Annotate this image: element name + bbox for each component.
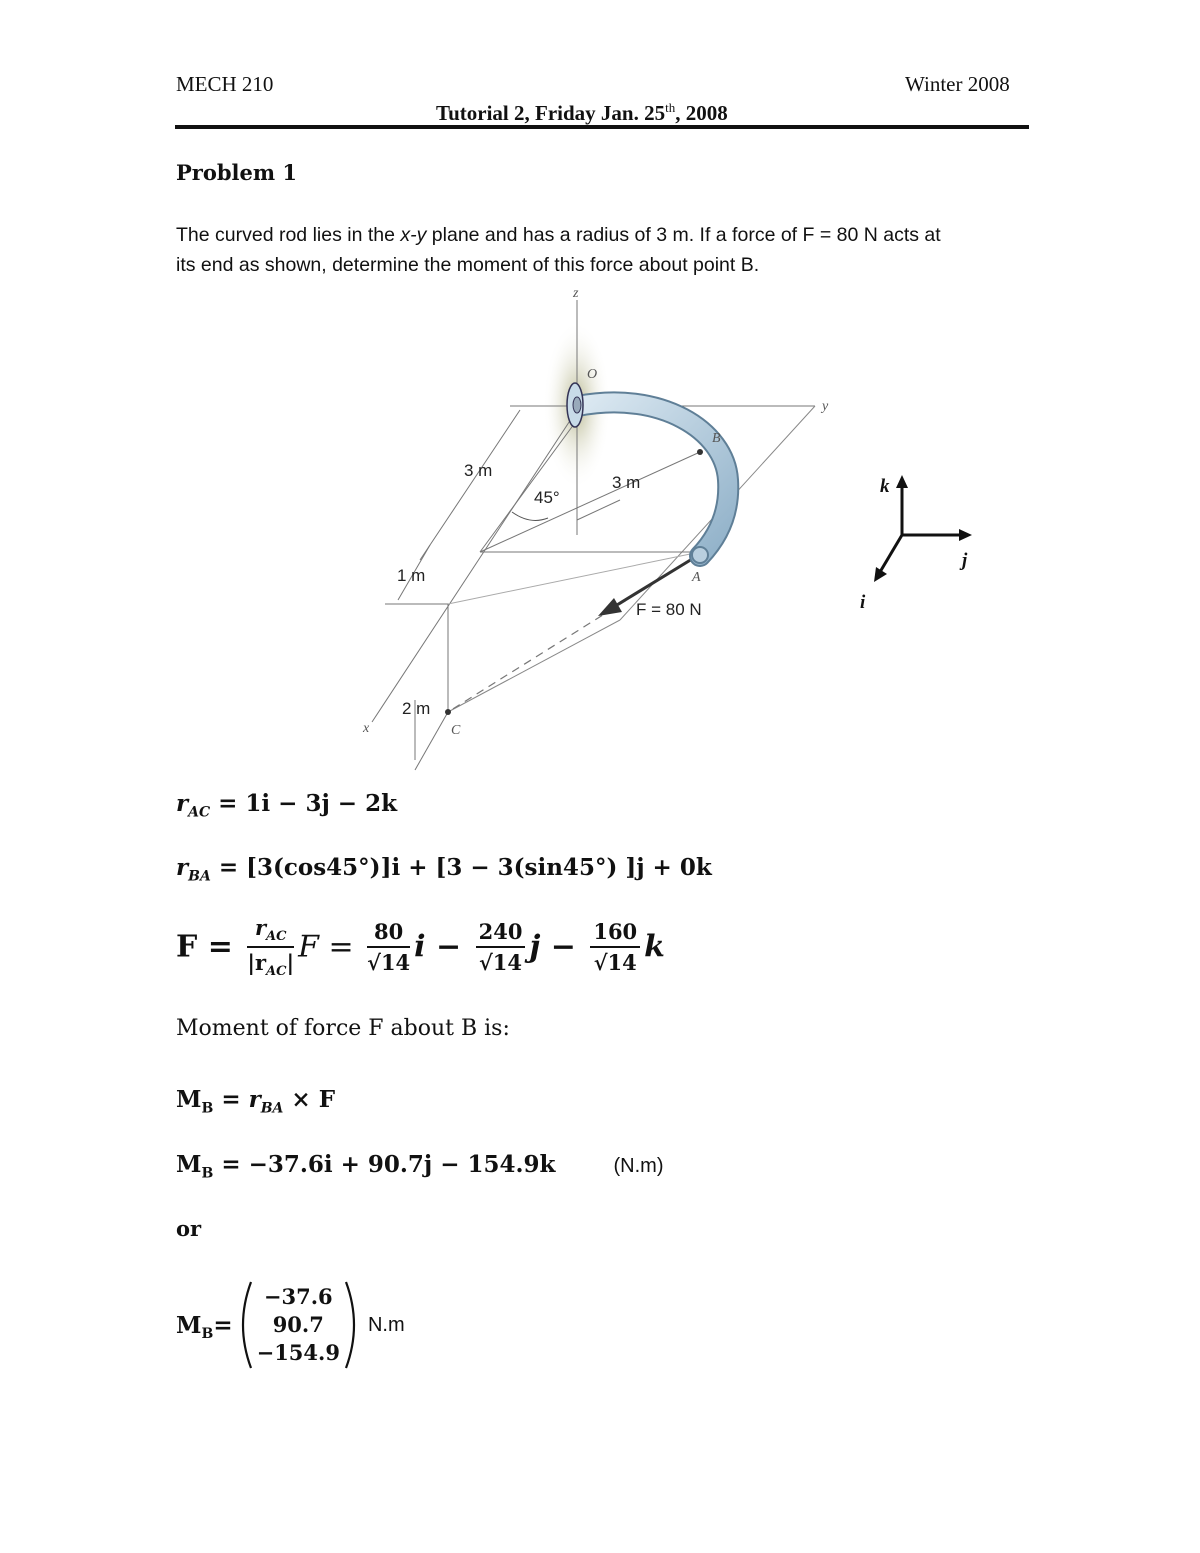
eq-force-num-sub: AC <box>266 929 287 945</box>
eq-mb1-end: × F <box>283 1086 336 1113</box>
matrix-row-3: −154.9 <box>256 1340 340 1365</box>
dim-line-c-down <box>415 712 448 770</box>
eq-force-den-bar: |r <box>247 950 267 976</box>
eq-r-ac-r: r <box>176 790 189 817</box>
dim-3m-right-label: 3 m <box>612 473 641 492</box>
eq-mb1-rhs-sub: BA <box>260 1100 284 1117</box>
moment-text: Moment of force F about B is: <box>176 1016 510 1041</box>
dim-line-left <box>420 410 520 560</box>
problem-text-a: The curved rod lies in the <box>176 224 401 246</box>
eq-mb-def <box>176 1086 335 1117</box>
eq-mb-result <box>176 1151 664 1182</box>
eq-mb2-unit: (N.m) <box>613 1155 664 1177</box>
term-label: Winter 2008 <box>905 72 1010 96</box>
eq-force-lhs: F = <box>176 929 244 965</box>
eq-mb3-unit: N.m <box>367 1313 405 1336</box>
tutorial-title-main: Tutorial 2, Friday Jan. 25 <box>436 101 666 125</box>
eq-r-ba-rhs: = [3(cos45°)]i + [3 − 3(sin45°) ]j + 0k <box>210 854 712 881</box>
header-rule <box>175 125 1029 129</box>
eq-mb3-m: M <box>176 1311 202 1339</box>
matrix-row-2: 90.7 <box>272 1312 324 1337</box>
eq-force-d3: √14 <box>593 950 637 976</box>
eq-force-u1: i − <box>414 929 472 965</box>
eq-r-ba-sub: BA <box>188 868 211 885</box>
eq-force-u3: k <box>644 929 665 965</box>
eq-force-n2: 240 <box>476 919 526 948</box>
frame-i-axis <box>880 535 902 572</box>
eq-force-frac-1 <box>367 919 410 975</box>
tutorial-title-end: , 2008 <box>675 101 728 125</box>
eq-mb2-m: M <box>176 1151 202 1178</box>
eq-r-ba <box>176 854 712 885</box>
eq-force <box>176 915 665 979</box>
angle-arc <box>512 512 548 520</box>
eq-force-mid: F = <box>298 929 364 965</box>
ref-line-mid <box>577 500 620 520</box>
eq-force-unit-num <box>247 915 294 948</box>
eq-mb1-rhs: = r <box>213 1086 261 1113</box>
eq-force-den-sub: AC <box>266 964 287 980</box>
axis-z-label: z <box>573 286 579 301</box>
matrix-left-paren <box>239 1280 253 1370</box>
eq-force-unit-den <box>247 948 294 979</box>
matrix-right-paren <box>344 1280 358 1370</box>
axis-x-label: x <box>363 721 370 736</box>
axis-y-label: y <box>822 399 829 414</box>
force-arrowhead <box>598 598 622 616</box>
problem-text-var: x-y <box>400 224 427 246</box>
frame-i-label: i <box>860 592 866 613</box>
course-code: MECH 210 <box>176 72 274 96</box>
eq-mb2-rhs: = −37.6i + 90.7j − 154.9k <box>213 1151 556 1178</box>
eq-r-ac-rhs: = 1i − 3j − 2k <box>210 790 398 817</box>
eq-force-d2: √14 <box>479 950 523 976</box>
eq-force-unit-frac <box>247 915 294 979</box>
eq-r-ac-sub: AC <box>188 804 211 821</box>
matrix-column <box>253 1283 344 1367</box>
plane-edge-bottom <box>448 620 620 712</box>
problem-figure <box>340 280 1040 780</box>
point-b-label: B <box>712 431 721 446</box>
point-c-label: C <box>451 723 461 738</box>
eq-force-frac-3 <box>590 919 640 975</box>
problem-text-line2: its end as shown, determine the moment of this force about point B. <box>176 254 760 276</box>
eq-force-u2: j − <box>529 929 587 965</box>
eq-mb1-sub: B <box>201 1100 214 1117</box>
or-text: or <box>176 1216 202 1241</box>
eq-r-ba-r: r <box>176 854 189 881</box>
eq-mb1-m: M <box>176 1086 202 1113</box>
ref-line-45 <box>480 420 577 552</box>
eq-force-frac-2 <box>476 919 526 975</box>
eq-force-num-r: r <box>254 915 267 940</box>
frame-j-arrowhead <box>959 529 972 541</box>
point-c-dot <box>445 709 451 715</box>
point-a-end <box>692 547 708 563</box>
wall-bracket-inner <box>573 397 581 413</box>
dim-2m-label: 2 m <box>402 699 431 718</box>
eq-mb3-eq: = <box>213 1311 233 1339</box>
eq-mb3-sub: B <box>201 1326 214 1342</box>
point-a-label: A <box>692 570 701 585</box>
dim-3m-left-label: 3 m <box>464 461 493 480</box>
eq-force-n1: 80 <box>367 919 410 948</box>
frame-j-label: j <box>962 550 968 571</box>
frame-k-label: k <box>880 476 890 497</box>
matrix-row-1: −37.6 <box>263 1284 333 1309</box>
point-o-label: O <box>587 367 598 382</box>
dim-1m-label: 1 m <box>397 566 426 585</box>
eq-mb2-sub: B <box>201 1165 214 1182</box>
eq-mb-matrix <box>176 1280 405 1370</box>
tutorial-title-sup: th <box>665 100 676 115</box>
tutorial-title <box>436 100 728 126</box>
frame-k-arrowhead <box>896 475 908 488</box>
eq-force-n3: 160 <box>590 919 640 948</box>
problem-text-b: plane and has a radius of 3 m. If a force of F = 80 N acts at <box>426 224 941 246</box>
point-b-dot <box>697 449 703 455</box>
eq-r-ac <box>176 790 397 821</box>
problem-heading: Problem 1 <box>176 160 298 185</box>
eq-force-d1: √14 <box>367 950 411 976</box>
eq-force-den-end: | <box>286 950 295 976</box>
angle-label: 45° <box>534 488 560 507</box>
force-label: F = 80 N <box>636 600 702 619</box>
problem-text-line1 <box>176 224 941 247</box>
